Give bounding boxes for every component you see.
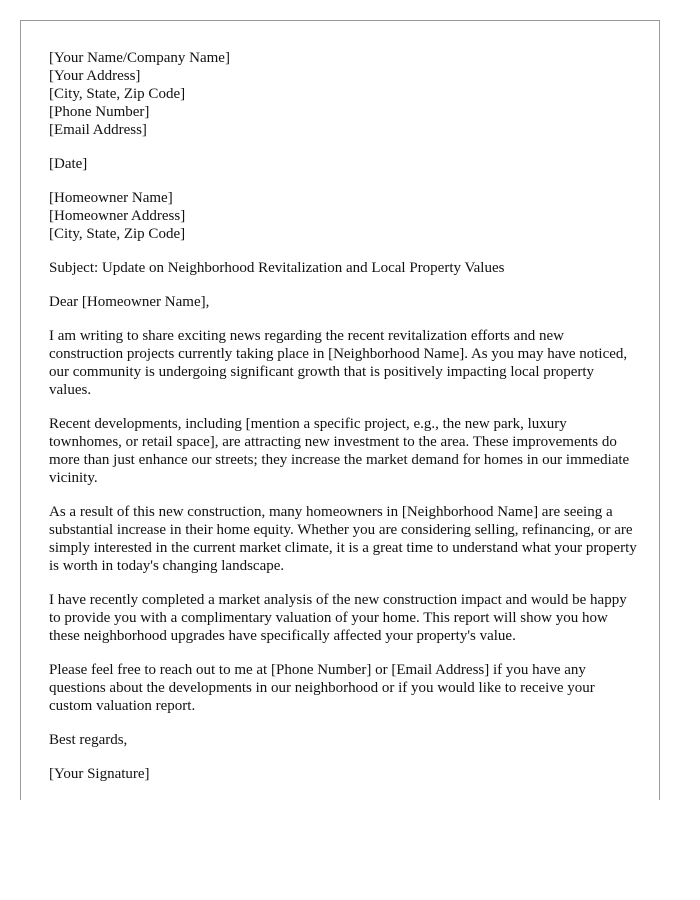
subject-line bbox=[49, 259, 639, 277]
signature-text: [Your Signature] bbox=[49, 766, 150, 782]
body-paragraph-1: I am writing to share exciting news regarding the recent revitalization efforts and new construction projects currently taking place in [Neighborhood Name]. As you may have noticed, our community is undergoing significant growth that is positively impacting local property values. bbox=[49, 328, 628, 398]
sender-address: [Your Address] bbox=[49, 68, 141, 84]
closing bbox=[49, 731, 639, 749]
letter-date: [Date] bbox=[49, 156, 88, 172]
body-paragraph-4: I have recently completed a market analysis of the new construction impact and would be happy to provide you with a complimentary valuation of your home. This report will show you how these neighborhood upgrades have specifically affected your property's value. bbox=[49, 592, 627, 644]
recipient-address: [Homeowner Address] bbox=[49, 208, 186, 224]
recipient-city-state-zip: [City, State, Zip Code] bbox=[49, 226, 186, 242]
recipient-block bbox=[49, 189, 639, 243]
sender-phone: [Phone Number] bbox=[49, 104, 150, 120]
salutation-text: Dear [Homeowner Name], bbox=[49, 294, 210, 310]
sender-name: [Your Name/Company Name] bbox=[49, 50, 230, 66]
subject-text: Subject: Update on Neighborhood Revitalization and Local Property Values bbox=[49, 260, 505, 276]
signature bbox=[49, 765, 639, 783]
salutation bbox=[49, 293, 639, 311]
sender-city-state-zip: [City, State, Zip Code] bbox=[49, 86, 186, 102]
sender-block bbox=[49, 49, 639, 139]
recipient-name: [Homeowner Name] bbox=[49, 190, 173, 206]
letter-page bbox=[20, 20, 660, 800]
closing-text: Best regards, bbox=[49, 732, 128, 748]
date-block bbox=[49, 155, 639, 173]
body-paragraph-5: Please feel free to reach out to me at [Phone Number] or [Email Address] if you have any questions about the developments in our neighborhood or if you would like to receive your custom valuation report. bbox=[49, 662, 595, 714]
sender-email: [Email Address] bbox=[49, 122, 147, 138]
body-paragraph-2: Recent developments, including [mention a specific project, e.g., the new park, luxury townhomes, or retail space], are attracting new investment to the area. These improvements do more than just enhance our streets; they increase the market demand for homes in our immediate vicinity. bbox=[49, 416, 630, 486]
body-paragraph-3: As a result of this new construction, many homeowners in [Neighborhood Name] are seeing a substantial increase in their home equity. Whether you are considering selling, refinancing, or are simply interested in the current market climate, it is a great time to understand what your property is worth in today's changing landscape. bbox=[49, 504, 637, 574]
letter-content bbox=[49, 49, 639, 783]
